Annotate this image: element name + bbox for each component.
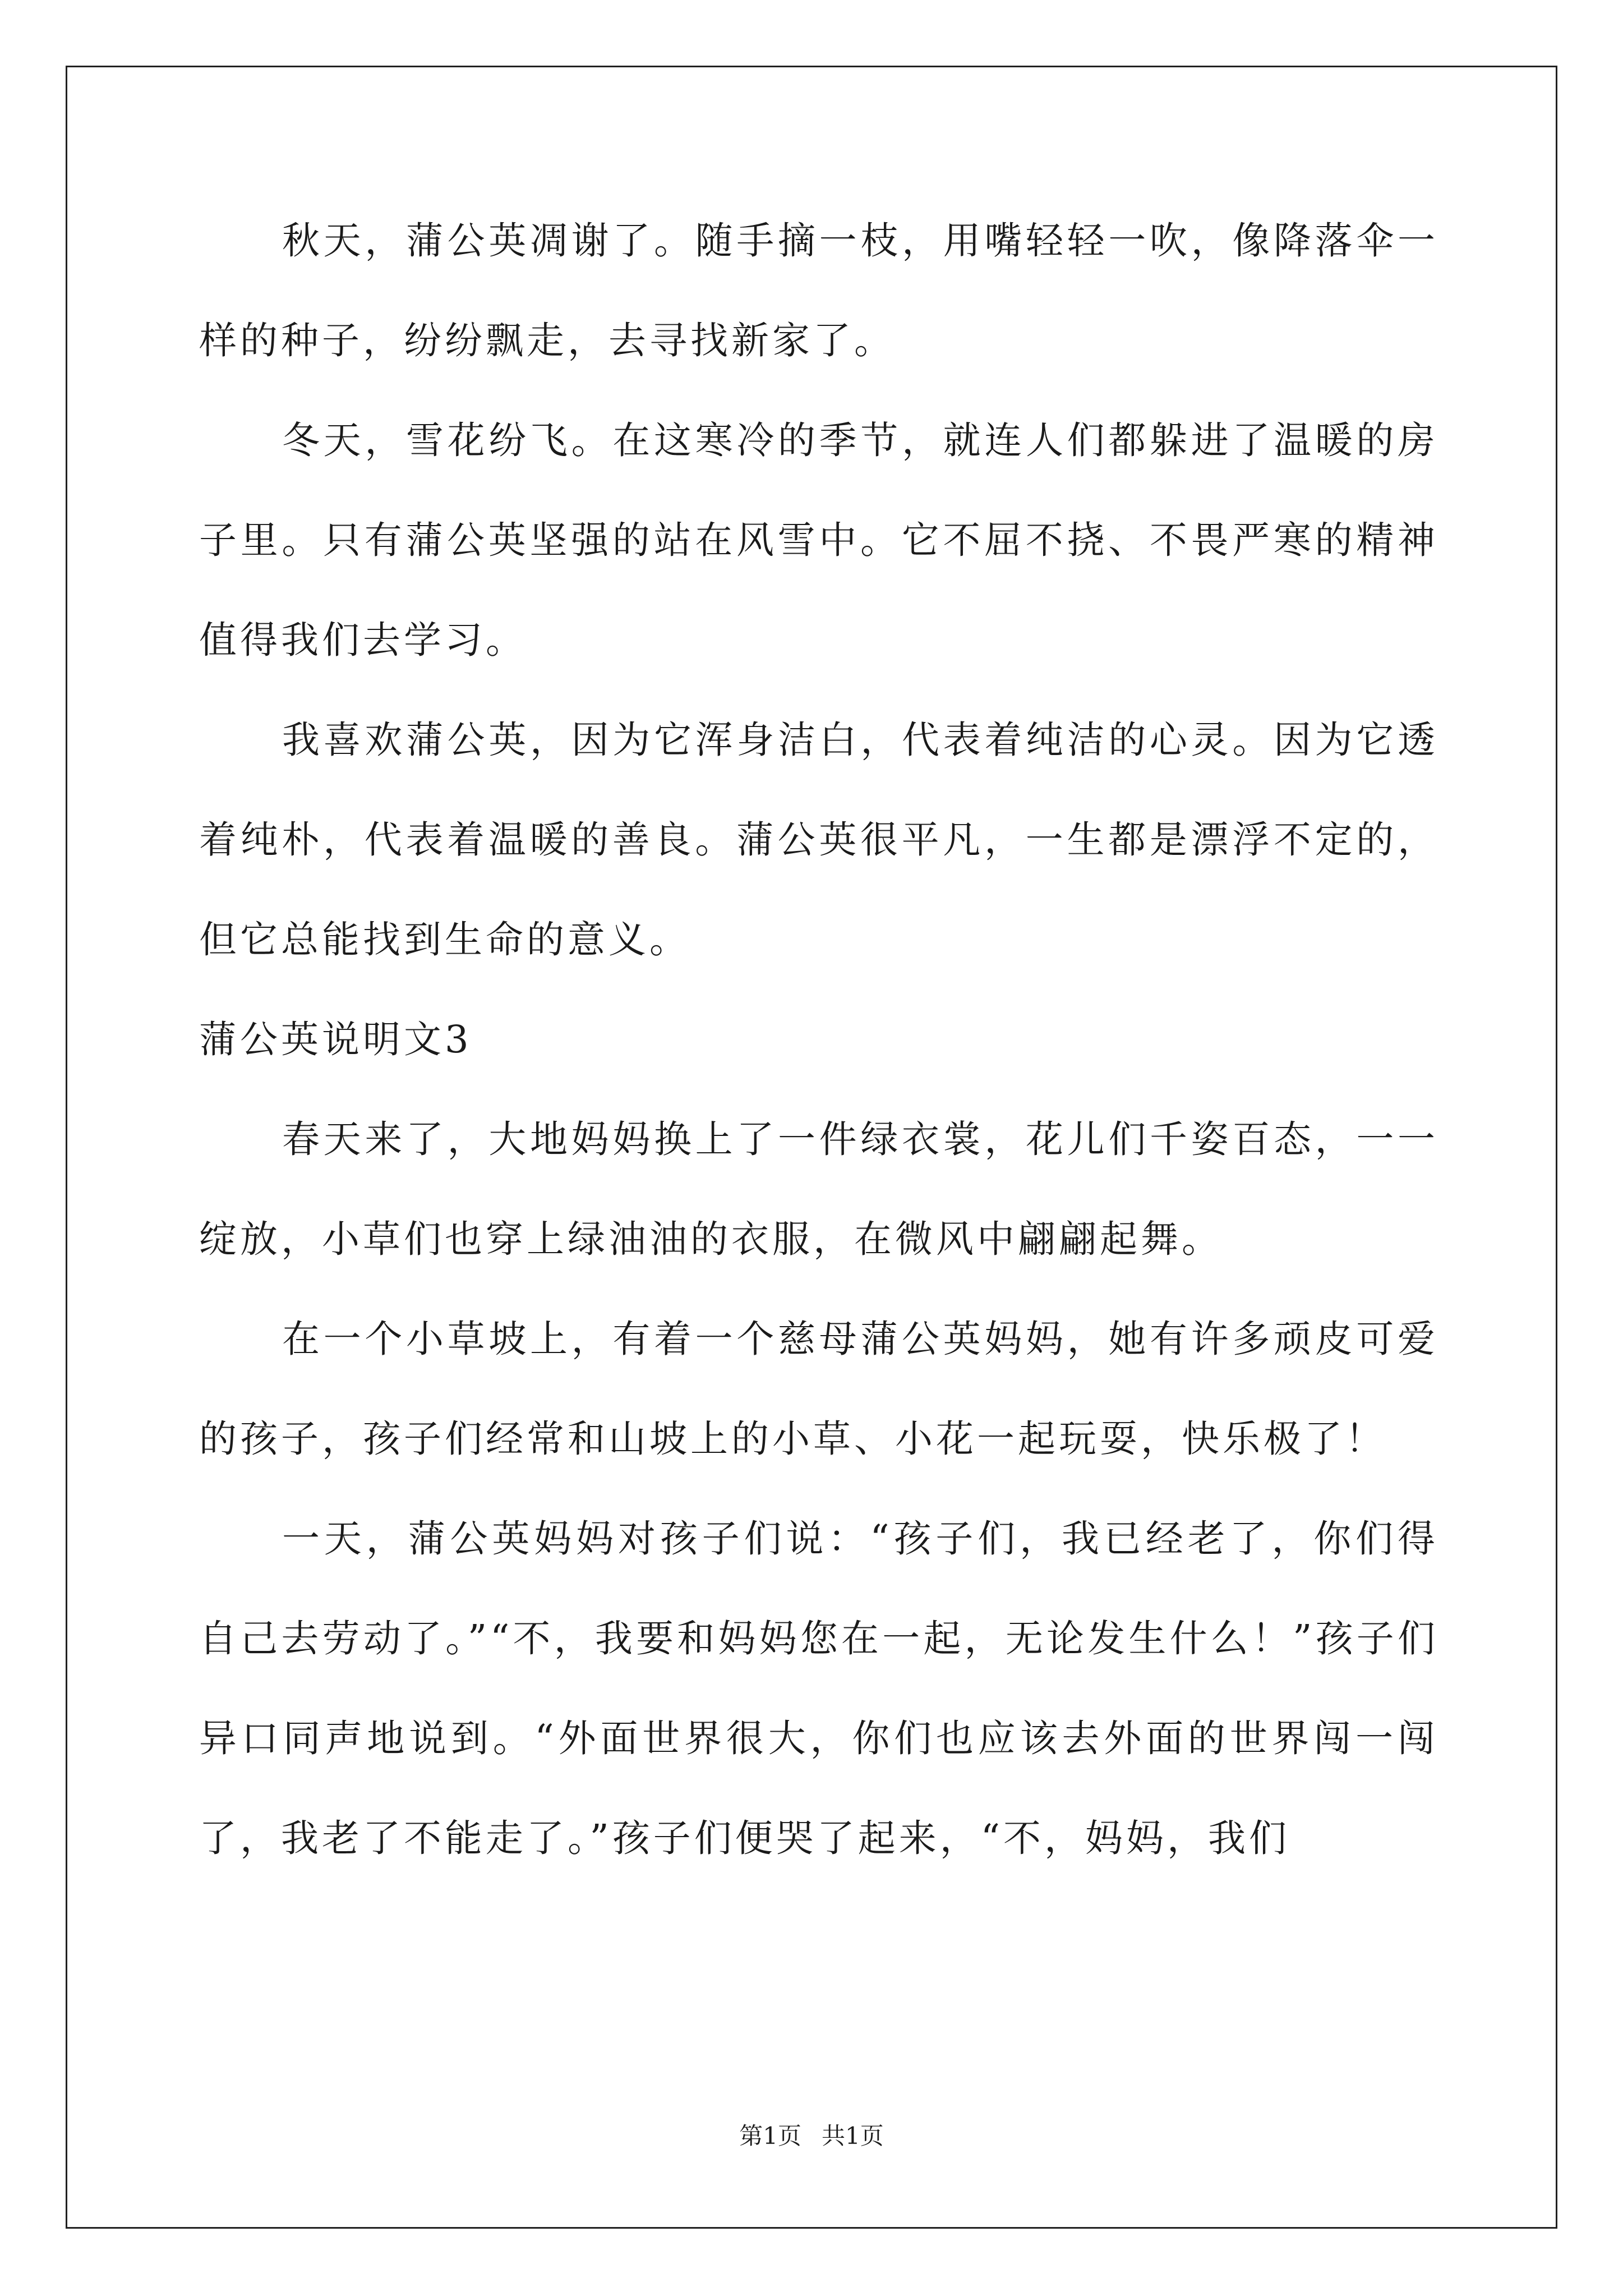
page-number: 第1页 — [739, 2122, 801, 2150]
paragraph-autumn: 秋天，蒲公英凋谢了。随手摘一枝，用嘴轻轻一吹，像降落伞一样的种子，纷纷飘走，去寻找新家了。 — [199, 219, 1438, 362]
section-heading: 蒲公英说明文3 — [199, 1018, 472, 1061]
paragraph-spring: 春天来了，大地妈妈换上了一件绿衣裳，花儿们千姿百态，一一绽放，小草们也穿上绿油油的衣服，在微风中翩翩起舞。 — [199, 1117, 1438, 1261]
page-total: 共1页 — [822, 2122, 884, 2150]
document-body — [199, 191, 1438, 1888]
page-footer — [0, 2118, 1623, 2151]
paragraph-grass-slope: 在一个小草坡上，有着一个慈母蒲公英妈妈，她有许多顽皮可爱的孩子，孩子们经常和山坡上的小草、小花一起玩耍，快乐极了！ — [199, 1317, 1438, 1461]
paragraph-winter: 冬天，雪花纷飞。在这寒冷的季节，就连人们都躲进了温暖的房子里。只有蒲公英坚强的站在风雪中。它不屈不挠、不畏严寒的精神值得我们去学习。 — [199, 418, 1438, 662]
paragraph-mother-speech: 一天，蒲公英妈妈对孩子们说：“孩子们，我已经老了，你们得自己去劳动了。”“不，我要和妈妈您在一起，无论发生什么！”孩子们异口同声地说到。“外面世界很大，你们也应该去外面的世界闯一闯了，我老了不能走了。”孩子们便哭了起来，“不，妈妈，我们 — [199, 1517, 1438, 1860]
paragraph-love-dandelion: 我喜欢蒲公英，因为它浑身洁白，代表着纯洁的心灵。因为它透着纯朴，代表着温暖的善良。蒲公英很平凡，一生都是漂浮不定的，但它总能找到生命的意义。 — [199, 718, 1438, 961]
